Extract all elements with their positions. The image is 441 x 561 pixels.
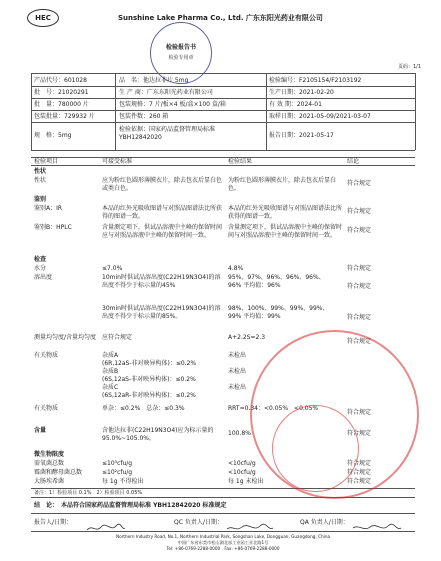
company-logo: HEC (27, 9, 59, 27)
specification: 规 格：5mg (34, 132, 72, 139)
inspection-stamp (150, 22, 212, 84)
test-standard: 检验依据：国家药品监督管理局标准 YBH12842020 (119, 126, 216, 141)
row-conclusion: 符合规定 (347, 314, 372, 321)
expiry-date: 有 效 期：2024-01 (269, 101, 322, 108)
impurity-b-limit: (6S,12aS-非对映异构体)：≤0.2% (102, 376, 196, 383)
row-conclusion: 符合规定 (347, 430, 372, 437)
row-item: 需氧菌总数 (34, 460, 65, 467)
row-standard: 含他达拉非(C22H19N3O4)应为标示量的95.0%~105.0%。 (102, 427, 214, 442)
row-result: 本品的红外光吸收图谱与对照品图谱法比所获得的图谱一致。 (228, 205, 343, 220)
row-result: 未检出 (228, 352, 247, 359)
row-result: 为粉红色圆形薄膜衣片，除去包衣后显白色。 (228, 177, 337, 192)
impurity-c: 杂质C (102, 384, 119, 391)
row-item: 水分 (34, 265, 47, 272)
row-result: 每 1g 未检出 (228, 478, 264, 485)
sampling-date: 取样日期：2021-05-09/2021-03-07 (269, 113, 371, 120)
row-conclusion: 符合规定 (347, 180, 372, 187)
row-standard: 每 1g 不得检出 (102, 478, 144, 485)
footer-address-en: Northern Industry Road, No.1, Northern Industrial Park, Songshan Lake, Dongguan, Guangdong, China (115, 534, 331, 539)
row-result: 98%、100%、99%、99%、99%、99% 平均值：99% (228, 305, 329, 320)
mfg-date: 生产日期：2021-02-20 (269, 89, 334, 96)
report-date: 报告日期：2021-05-17 (269, 132, 334, 139)
row-standard: ≤10²cfu/g (102, 469, 133, 476)
footnote: 备注：1）检验项目 0.1% 2）检验项目 0.05% (34, 490, 143, 496)
footer-address-cn: 中国广东省东莞市松山湖北部工业园工业北路1号 (177, 540, 269, 545)
row-conclusion: 符合规定 (347, 227, 372, 234)
inspection-number: 检验编号：F2105154/F2103192 (269, 77, 362, 84)
row-conclusion: 符合规定 (347, 338, 372, 345)
row-standard: 10min时供试品溶出度(C22H19N3O4)的溶出度不得少于标示量的45% (102, 274, 221, 289)
row-standard: 30min时供试品溶出度(C22H19N3O4)的溶出度不得少于标示量的85%。 (102, 305, 221, 320)
row-standard: 应为粉红色圆形薄膜衣片，除去包衣后显白色或类白色。 (102, 177, 223, 192)
row-standard: 单杂：≤0.2% 总杂：≤0.3% (102, 405, 185, 412)
row-standard: 含量测定项下，供试品溶液中主峰的保留时间应与对照品溶液中主峰的保留时间一致。 (102, 224, 223, 239)
section-microbial: 微生物限度 (34, 451, 65, 458)
row-item: 鉴别A：IR (34, 205, 63, 212)
row-conclusion: 符合规定 (347, 469, 372, 476)
row-conclusion: 符合规定 (347, 409, 372, 416)
footer-tel: Tel: +86-0769-2288-0000 Fax: +86-0769-2288-0000 (166, 546, 280, 551)
row-item: 大肠埃希菌 (34, 478, 65, 485)
page-number: 页码：1/1 (398, 64, 422, 70)
row-conclusion: 符合规定 (347, 208, 372, 215)
red-seal-small (272, 405, 359, 492)
qc-signature (226, 518, 274, 528)
row-conclusion: 符合规定 (347, 478, 372, 485)
row-item: 含量 (34, 427, 47, 434)
pack-quantity: 包装批量：729932 片 (34, 113, 95, 120)
row-item: 有关物质 (34, 352, 59, 359)
row-result: RRT=0.34：<0.05% <0.05% (228, 405, 319, 412)
row-standard: 本品的红外光吸收图谱与对照品图谱法比所获得的图谱一致。 (102, 205, 223, 220)
manufacturer: 生 产 商：广东东阳光药业有限公司 (119, 89, 213, 96)
batch-quantity: 批 量：780000 片 (34, 101, 89, 108)
row-result: 含量测定项下，供试品溶液中主峰的保留时间与对照品溶液中主峰的保留时间一致。 (228, 224, 343, 239)
impurity-a-limit: (6R,12aS-非对映异构体)：≤0.2% (102, 360, 197, 367)
col-header-conclusion: 结论 (347, 158, 360, 165)
row-result: <10cfu/g (228, 460, 256, 467)
row-result: <10cfu/g (228, 469, 256, 476)
reporter-label: 报告人/日期： (34, 519, 73, 526)
qa-lead-label: QA 负责人/日期： (300, 519, 349, 526)
row-result: A+2.2S=2.3 (228, 334, 266, 341)
row-result: 100.8% (228, 430, 251, 437)
row-item: 溶出度 (34, 274, 53, 281)
stamp-text-2: 检验专用章 (168, 55, 194, 61)
impurity-a: 杂质A (102, 352, 119, 359)
stamp-text-1: 检验报告书 (165, 44, 196, 51)
row-result: 未检出 (228, 368, 247, 375)
row-item: 测量均匀度/含量均匀度 (34, 334, 97, 341)
row-item: 霉菌和酵母菌总数 (34, 469, 83, 476)
qa-signature (352, 518, 402, 528)
row-conclusion: 符合规定 (347, 283, 372, 290)
row-standard: ≤7.0% (102, 265, 123, 272)
conclusion-line: 结 论： 本品符合国家药品监督管理局标准 YBH12842020 标准规定 (34, 502, 227, 509)
batch-number: 批 号：21020291 (34, 89, 89, 96)
product-code: 产品代号：601028 (34, 77, 87, 84)
reporter-signature (86, 518, 126, 528)
col-header-standard: 可接受标准 (102, 158, 133, 165)
row-item: 鉴别B：HPLC (34, 224, 72, 231)
section-tests: 检查 (34, 256, 47, 263)
row-item: 有关物质 (34, 405, 59, 412)
qc-lead-label: QC 负责人/日期： (174, 519, 223, 526)
col-header-item: 检验项目 (34, 158, 59, 165)
row-result: 4.8% (228, 265, 244, 272)
row-result: 未检出 (228, 384, 247, 391)
packaging-spec: 包装规格：7 片/板×4 板/盒×100 盒/箱 (119, 101, 226, 108)
row-item: 性状 (34, 177, 47, 184)
impurity-b: 杂质B (102, 368, 119, 375)
company-name: Sunshine Lake Pharma Co., Ltd. 广东东阳光药业有限公司 (118, 14, 323, 22)
col-header-result: 检验结果 (228, 158, 253, 165)
section-appearance: 性状 (34, 168, 47, 175)
pack-count: 包装件数：260 箱 (119, 113, 169, 120)
row-conclusion: 符合规定 (347, 460, 372, 467)
impurity-c-limit: (6S,12aR-非对映异构体)：≤0.2% (102, 392, 196, 399)
row-standard: 应符合规定 (102, 334, 133, 341)
product-name: 品 名：他达拉非片 5mg (119, 77, 189, 84)
section-identification: 鉴别 (34, 196, 47, 203)
row-result: 95%、97%、96%、96%、96%、96% 平均值：96% (228, 274, 325, 289)
row-conclusion: 符合规定 (347, 265, 372, 272)
row-standard: ≤10³cfu/g (102, 460, 133, 467)
